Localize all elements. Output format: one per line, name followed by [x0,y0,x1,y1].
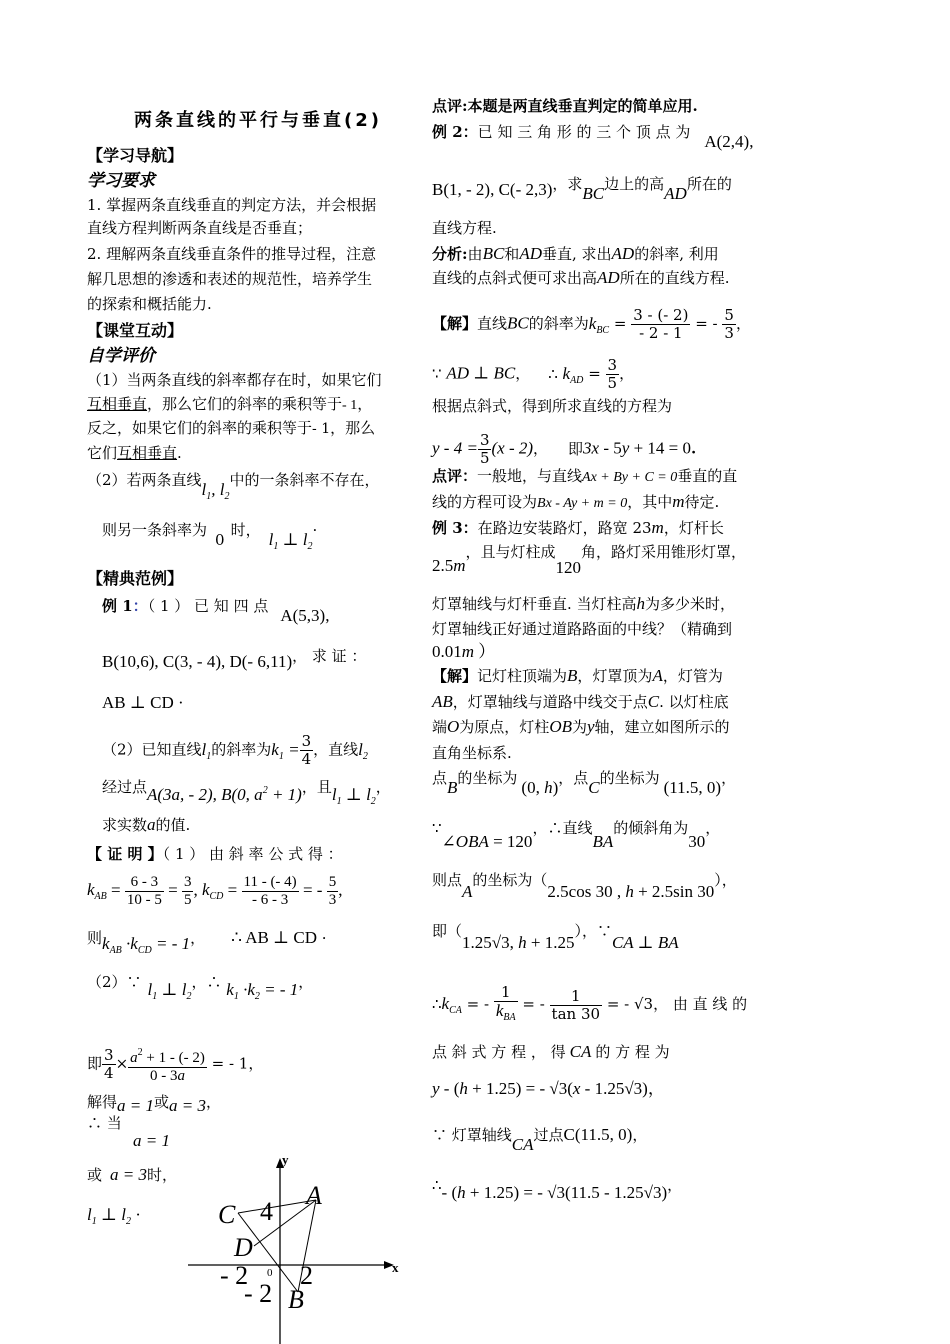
analysis-line2: 直线的点斜式便可求出高AD所在的直线方程. [432,268,730,287]
proof-when: ∴ 当 [87,1114,122,1132]
self-eval-2a: （2）若两条直线$l_1$, $l_2$中的一条斜率不存在， [87,471,380,502]
solution-3-angle: ∵∠OBA = 120，∴直线BA的倾斜角为30， [432,819,721,851]
point-c-label: C [218,1200,236,1229]
solution-3-points: 点B的坐标为 (0, h)，点C的坐标为 (11.5, 0)， [432,769,737,797]
example-1-part2-line2: 经过点A(3a, - 2), B(0, $a^2 + 1$)，且$l_1$ ⊥ $l_2$， [102,778,391,807]
x-axis-label: x [392,1260,399,1275]
example-1-part2-line1: （2）已知直线$l_1$的斜率为$k_1$ = $\frac{3}{4}$ ，直线$l_2$ [102,732,368,768]
examples-heading: 【精典范例】 [87,569,184,588]
example-3-line2: 2.5m，且与灯柱成120角，路灯采用锥形灯罩， [432,543,747,577]
solution-3-line1: 【解】记灯柱顶端为B，灯罩顶为A，灯管为 [432,666,723,685]
example-3-line1: 例 3：在路边安装路灯，路宽 23m，灯杆长 [432,518,724,537]
point-a-label: A [306,1181,322,1210]
requirement-1a: 1. 掌握两条直线垂直的判定方法，并会根据 [87,196,377,214]
proof-final: $l_1$ ⊥ $l_2$ · [87,1205,141,1227]
solution-2-slope: 【解】直线BC的斜率为$k_{BC}$ = $\frac{3 - (- 2)}{- 2 - 1}$ = - $\frac{5}{3}$ ， [432,306,751,342]
comment-2-line2: 线的方程可设为Bx - Ay + m = 0，其中m待定. [432,492,720,511]
solution-3-coord-a: 则点A的坐标为（2.5cos 30 , h + 2.5sin 30）， [432,871,737,901]
fill-blank-1: 互相垂直 [87,395,148,413]
segment-ac [238,1200,316,1213]
solution-3-slope-ca: $\therefore k_{CA}$ = - $\frac{1}{k_{BA}}$ = - $\frac{1}{\tan 30}$ = - √3， 由 直 线 的 [432,983,748,1023]
requirement-2b: 解几思想的渗透和表述的规范性，培养学生 [87,270,373,288]
solution-2-equation: y - 4 = $\frac{3}{5}$ (x - 2)， 即3x - 5y + 14 = 0. [432,431,697,467]
point-d-label: D [234,1233,253,1262]
example-2-line3: 直线方程. [432,219,497,237]
example-2-line2: B(1, - 2), C(- 2,3)，求BC边上的高AD所在的 [432,175,732,203]
proof-part2: （2）∵ $l_1$ ⊥ $l_2$，∴ $k_1 \cdot k_2$ = - 1， [87,973,314,1002]
tick-neg2-x-label: - 2 [220,1261,249,1290]
example-2-line1: 例 2：已 知 三 角 形 的 三 个 顶 点 为 A(2,4), [432,123,754,151]
comment-1: 点评:本题是两直线垂直判定的简单应用. [432,97,698,115]
solution-2-point-slope: 根据点斜式，得到所求直线的方程为 [432,397,673,415]
comment-2-line1: 点评：一般地，与直线Ax + By + C = 0垂直的直 [432,467,738,485]
fill-blank-2: 互相垂直 [117,444,178,462]
tick-2-label: 2 [300,1261,313,1290]
solution-3-substitute: ∴- (h + 1.25) = - √3(11.5 - 1.25√3)， [432,1176,683,1202]
proof-equation: 即 $\frac{3}{4}$ × $\frac{a^2 + 1 - (- 2)}{0 - 3a}$ = - 1， [87,1046,264,1084]
proof-line1: 【 证 明 】（ 1 ） 由 斜 率 公 式 得 ： [87,845,343,863]
example-1-line2: B(10,6), C(3, - 4), D(- 6,11)， 求 证 ： [102,647,367,671]
y-axis-label: y [282,1152,289,1167]
solution-2-perp: ∵ AD ⊥ BC， ∴ $k_{AD}$ = $\frac{3}{5}$ ， [432,356,635,392]
self-eval-2b: 则另一条斜率为0时， $l_1$ ⊥ $l_2\cdot$ [102,521,318,552]
solution-3-axis: ∵ 灯罩轴线CA过点C(11.5, 0)， [432,1125,648,1154]
self-eval-1c: 反之，如果它们的斜率的乘积等于- 1，那么 [87,419,376,437]
example-3-line4: 灯罩轴线正好通过道路路面的中线？（精确到 [432,620,733,638]
class-heading: 【课堂互动】 [87,321,184,340]
tick-4-label: 4 [260,1197,273,1226]
self-eval-1a: （1）当两条直线的斜率都存在时，如果它们 [87,371,382,389]
example-3-precision: 0.01m ） [432,642,496,661]
solution-3-line4: 直角坐标系. [432,744,512,762]
proof-slopes: $k_{AB}$ = $\frac{6 - 3}{10 - 5}$ = $\frac{3}{5}$ , $k_{CD}$ = $\frac{11 - (- 4)}{- 6 - 3}$ = - $\frac{5}{3}$ , [87,874,343,908]
page-title: 两条直线的平行与垂直(2) [134,110,382,131]
coordinate-figure [180,1150,410,1344]
requirement-2c: 的探索和概括能力. [87,295,212,313]
proof-solutions: 解得a = 1或a = 3， [87,1093,222,1115]
solution-3-line-ca: y - (h + 1.25) = - √3(x - 1.25√3)， [432,1079,665,1098]
solution-3-point-slope: 点 斜 式 方 程 ， 得 CA 的 方 程 为 [432,1042,670,1061]
example-3-line3: 灯罩轴线与灯杆垂直. 当灯柱高h为多少米时， [432,594,736,613]
nav-heading: 【学习导航】 [87,146,184,165]
analysis-line1: 分析:由BC和AD垂直, 求出AD的斜率, 利用 [432,244,719,263]
proof-or: 或 a = 3时， [87,1165,178,1184]
requirement-2a: 2. 理解两条直线垂直条件的推导过程，注意 [87,245,377,263]
example-1-line1: 例 1：（ 1 ） 已 知 四 点 A(5,3), [102,597,330,625]
solution-3-line3: 端O为原点，灯柱OB为y轴，建立如图所示的 [432,717,730,736]
self-eval-1b: 互相垂直，那么它们的斜率的乘积等于- 1， [87,395,373,413]
requirement-1b: 直线方程判断两条直线是否垂直； [87,219,313,237]
proof-when-a1: a = 1 [133,1131,170,1150]
example-1-part2-line3: 求实数a的值. [102,815,191,834]
requirements-heading: 学习要求 [87,171,155,191]
example-1-conclusion: AB ⊥ CD · [102,693,184,712]
proof-product: 则$k_{AB} \cdot k_{CD}$ = - 1， ∴ AB ⊥ CD · [87,928,327,956]
point-b-label: B [288,1285,304,1314]
tick-neg2-y-label: - 2 [244,1279,273,1308]
solution-3-coord-a-simplified: 即（1.25√3, h + 1.25），∵CA ⊥ BA [432,922,679,952]
self-eval-heading: 自学评价 [87,346,155,366]
origin-label: 0 [267,1267,273,1279]
solution-3-line2: AB，灯罩轴线与道路中线交于点C. 以灯柱底 [432,692,729,711]
self-eval-1d: 它们互相垂直. [87,444,182,462]
